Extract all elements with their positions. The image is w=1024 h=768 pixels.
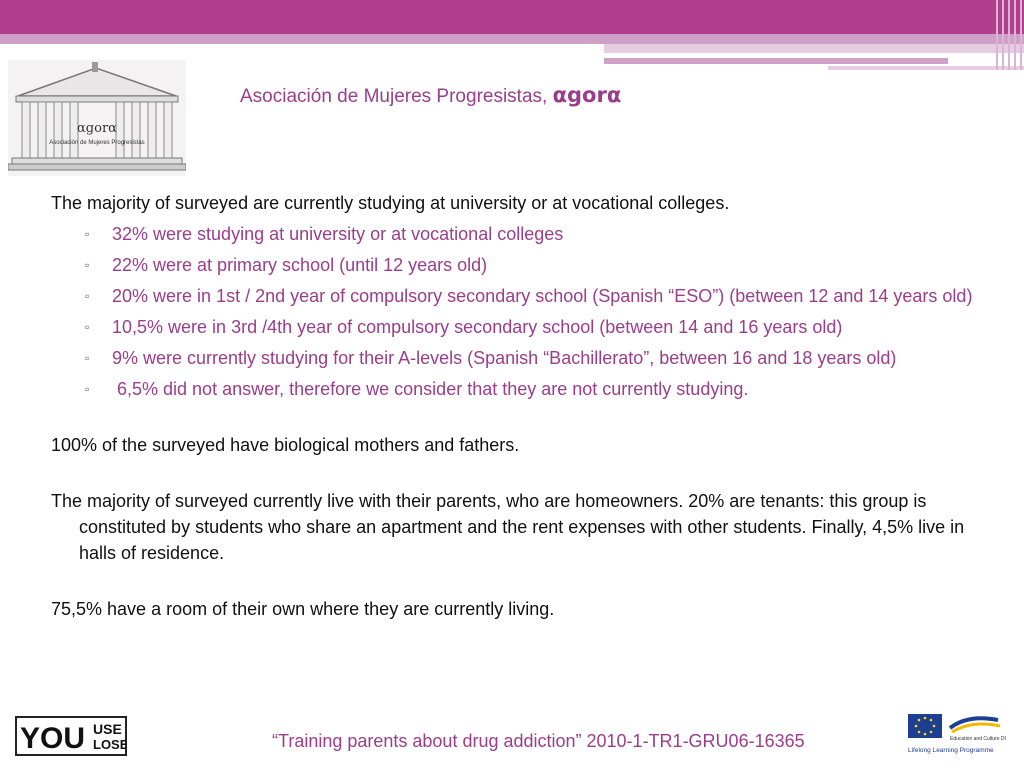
svg-text:LOSE: LOSE [93,737,127,752]
svg-text:YOU: YOU [20,722,86,755]
intro-paragraph: The majority of surveyed are currently studying at university or at vocational colleges. [51,193,730,213]
banner-stripe [604,58,948,64]
list-item: ▫ 10,5% were in 3rd /4th year of compulsory secondary school (between 14 and 16 years old) [51,314,1001,340]
bullet-icon: ▫ [85,382,90,396]
list-item: ▫ 20% were in 1st / 2nd year of compulsory secondary school (Spanish “ESO”) (between 12 and 14 years old) [51,283,1001,309]
svg-text:USE: USE [93,721,122,737]
bullet-icon: ▫ [85,351,90,365]
bullet-icon: ▫ [85,320,90,334]
banner-stripe [0,34,1024,44]
banner-stripe [604,44,1024,53]
banner-vertical-lines [994,0,1024,70]
list-item: ▫ 6,5% did not answer, therefore we consider that they are not currently studying. [51,376,1001,402]
logo-sub-text: Asociación de Mujeres Progresistas [49,140,145,146]
housing-paragraph: The majority of surveyed currently live with their parents, who are homeowners. 20% are tenants: this group is constituted by students who share an apartment and the rent expenses with other students. Finally, 4,5% live in halls of residence. [51,491,965,563]
org-name: Asociación de Mujeres Progresistas, [240,86,553,107]
bullet-icon: ▫ [85,227,90,241]
svg-text:Education and Culture DG: Education and Culture DG [950,736,1006,742]
room-paragraph: 75,5% have a room of their own where they are currently living. [51,599,555,619]
brand-name: αgorα [552,83,622,107]
agora-temple-logo [8,60,186,176]
list-item: ▫ 22% were at primary school (until 12 years old) [51,252,1001,278]
parents-paragraph: 100% of the surveyed have biological mothers and fathers. [51,435,520,455]
project-reference: “Training parents about drug addiction” 2010-1-TR1-GRU06-16365 [272,731,805,751]
bullet-icon: ▫ [85,289,90,303]
eu-lifelong-learning-logo [906,712,1006,756]
education-bullet-list [51,221,1001,402]
page-title [240,83,621,108]
svg-text:Lifelong Learning Programme: Lifelong Learning Programme [908,747,994,754]
list-item: ▫ 32% were studying at university or at vocational colleges [51,221,1001,247]
slide-body [51,190,1001,622]
top-banner [0,0,1024,34]
you-use-lose-logo [15,716,127,756]
bullet-icon: ▫ [85,258,90,272]
logo-brand-text: αgorα [77,121,117,136]
list-item: ▫ 9% were currently studying for their A-levels (Spanish “Bachillerato”, between 16 and 18 years old) [51,345,1001,371]
